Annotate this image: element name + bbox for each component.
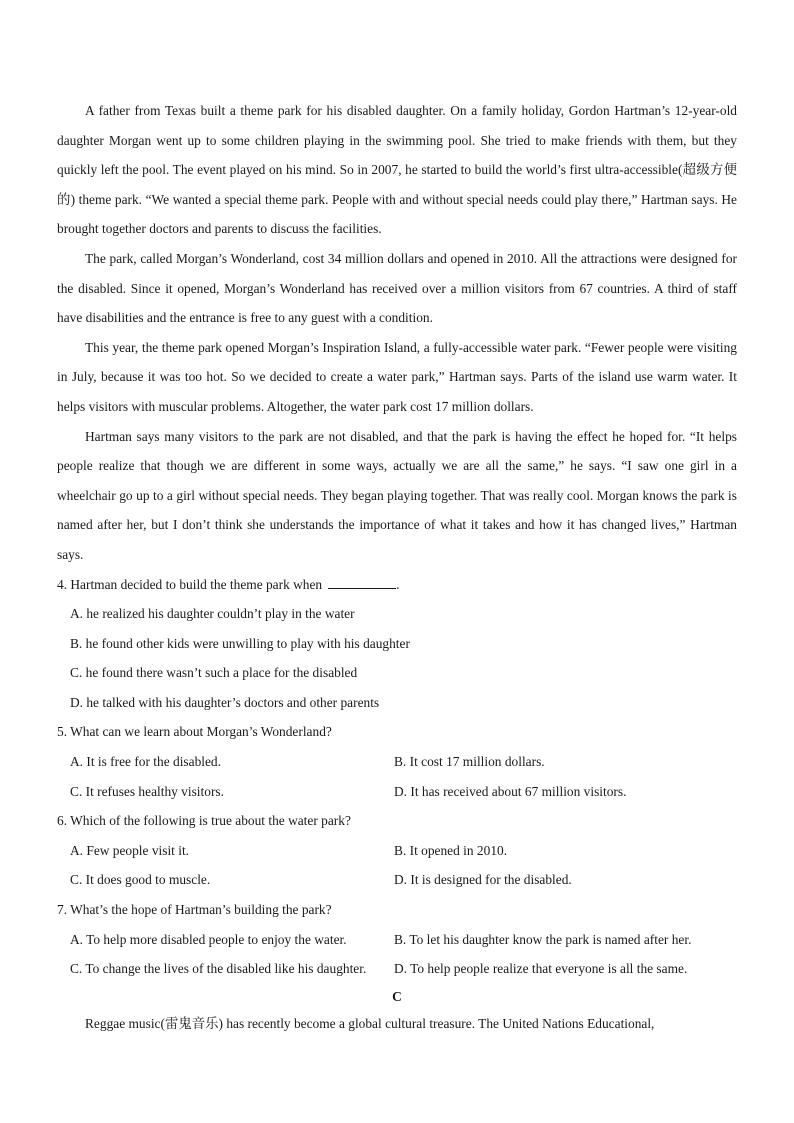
question-5-stem: 5. What can we learn about Morgan’s Wonderland? xyxy=(57,724,332,740)
question-6-option-c: C. It does good to muscle. xyxy=(70,872,211,888)
question-5-option-b: B. It cost 17 million dollars. xyxy=(394,754,545,770)
section-c-heading: C xyxy=(392,988,402,1004)
document-page xyxy=(57,96,737,1038)
question-6-option-a: A. Few people visit it. xyxy=(70,842,190,858)
question-4-option-b: B. he found other kids were unwilling to play with his daughter xyxy=(70,635,410,651)
question-6-options-row-1 xyxy=(57,836,737,866)
question-7-option-b: B. To let his daughter know the park is named after her. xyxy=(394,931,692,947)
question-4-stem xyxy=(57,570,737,600)
question-5-option-c: C. It refuses healthy visitors. xyxy=(70,783,224,799)
question-5-option-d: D. It has received about 67 million visitors. xyxy=(394,783,627,799)
question-7-options-row-1 xyxy=(57,925,737,955)
question-5-options-row-2 xyxy=(57,777,737,807)
question-4-end: . xyxy=(396,576,400,592)
question-7-option-c: C. To change the lives of the disabled like his daughter. xyxy=(70,961,367,977)
question-4-text: 4. Hartman decided to build the theme park when xyxy=(57,576,323,592)
section-c-opening: Reggae music(雷鬼音乐) has recently become a global cultural treasure. The United Nations Educational, xyxy=(85,1015,655,1031)
question-6-option-b: B. It opened in 2010. xyxy=(394,842,508,858)
answer-blank xyxy=(328,575,396,589)
question-7-options-row-2 xyxy=(57,954,737,984)
passage-paragraph-2: The park, called Morgan’s Wonderland, cost 34 million dollars and opened in 2010. All the attractions were designed for the disabled. Since it opened, Morgan’s Wonderland has received over a million visitors from 67 countries. A third of staff have disabilities and the entrance is free to any guest with a condition. xyxy=(57,250,737,326)
question-6-stem: 6. Which of the following is true about the water park? xyxy=(57,813,351,829)
question-4-option-a: A. he realized his daughter couldn’t play in the water xyxy=(70,606,355,622)
passage-paragraph-3: This year, the theme park opened Morgan’s Inspiration Island, a fully-accessible water park. “Fewer people were visiting in July, because it was too hot. So we decided to create a water park,” Hartman says. Parts of the island use warm water. It helps visitors with muscular problems. Altogether, the water park cost 17 million dollars. xyxy=(57,339,737,414)
question-7-option-a: A. To help more disabled people to enjoy the water. xyxy=(70,931,347,947)
passage-paragraph-4: Hartman says many visitors to the park are not disabled, and that the park is having the effect he hoped for. “It helps people realize that though we are different in some ways, actually we are all the same,” he says. “I saw one girl in a wheelchair go up to a girl without special needs. They began playing together. That was really cool. Morgan knows the park is named after her, but I don’t think she understands the importance of what it takes and how it has changed lives,” Hartman says. xyxy=(57,428,737,562)
question-4-option-d: D. he talked with his daughter’s doctors and other parents xyxy=(70,694,380,710)
question-5-option-a: A. It is free for the disabled. xyxy=(70,754,221,770)
question-7-option-d: D. To help people realize that everyone is all the same. xyxy=(394,961,688,977)
question-5-options-row-1 xyxy=(57,747,737,777)
question-6-options-row-2 xyxy=(57,865,737,895)
passage-paragraph-1: A father from Texas built a theme park for his disabled daughter. On a family holiday, Gordon Hartman’s 12-year-old daughter Morgan went up to some children playing in the swimming pool. She tried to make friends with them, but they quickly left the pool. The event played on his mind. So in 2007, he started to build the world’s first ultra-accessible(超级方便的) theme park. “We wanted a special theme park. People with and without special needs could play there,” Hartman says. He brought together doctors and parents to discuss the facilities. xyxy=(57,103,737,237)
question-6-option-d: D. It is designed for the disabled. xyxy=(394,872,572,888)
question-4-option-c: C. he found there wasn’t such a place for the disabled xyxy=(70,665,358,681)
question-7-stem: 7. What’s the hope of Hartman’s building the park? xyxy=(57,902,332,918)
